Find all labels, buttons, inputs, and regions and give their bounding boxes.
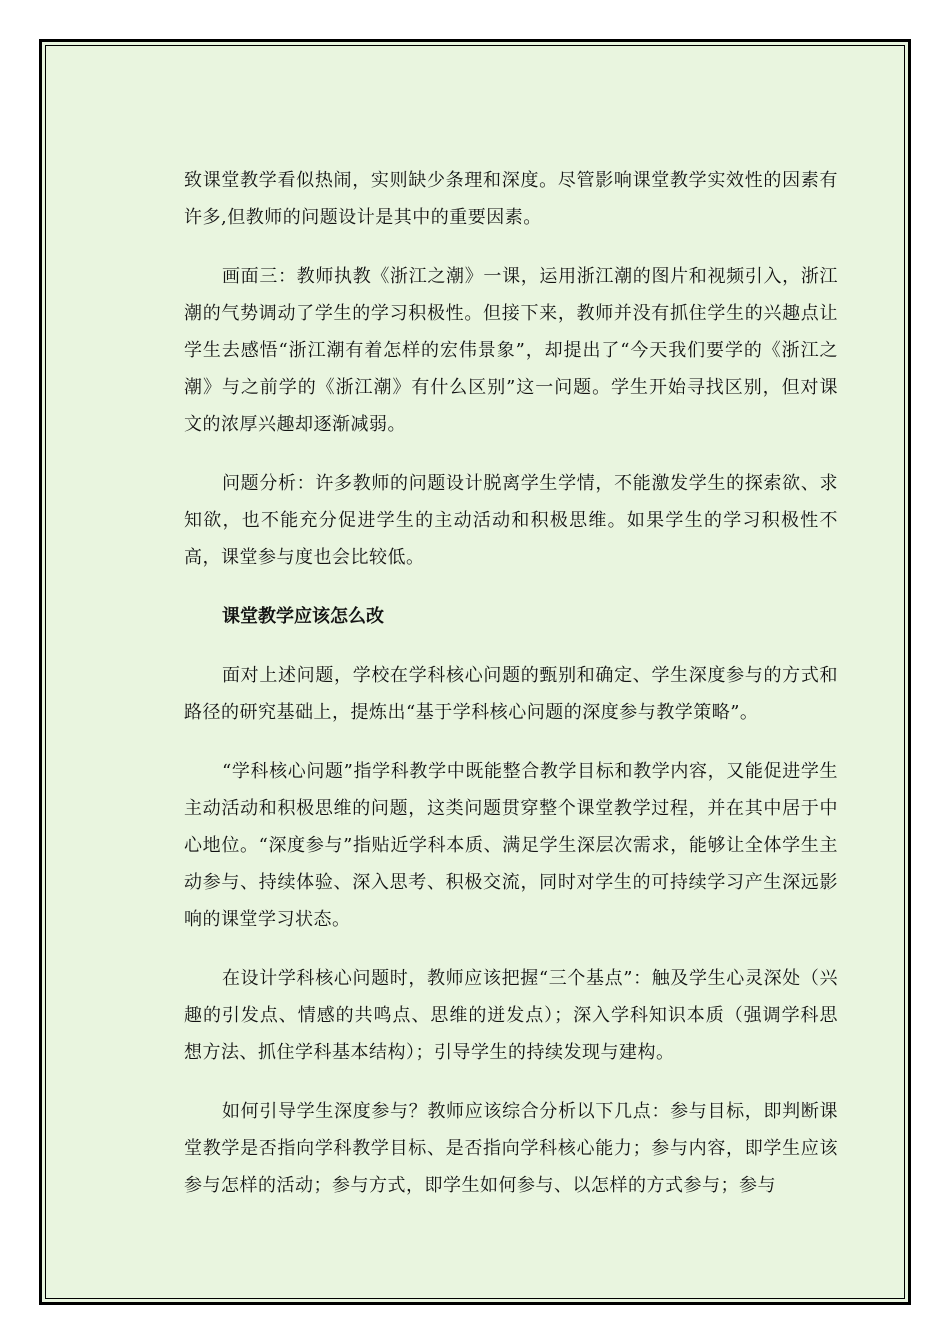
document-page <box>39 39 911 1305</box>
paragraph-definitions: “学科核心问题”指学科教学中既能整合教学目标和教学内容，又能促进学生主动活动和积极思维的问题，这类问题贯穿整个课堂教学过程，并在其中居于中心地位。“深度参与”指贴近学科本质、满足学生深层次需求，能够让全体学生主动参与、持续体验、深入思考、积极交流，同时对学生的可持续学习产生深远影响的课堂学习状态。 <box>184 761 838 930</box>
paragraph-scene-three: 画面三：教师执教《浙江之潮》一课，运用浙江潮的图片和视频引入，浙江潮的气势调动了学生的学习积极性。但接下来，教师并没有抓住学生的兴趣点让学生去感悟“浙江潮有着怎样的宏伟景象”，却提出了“今天我们要学的《浙江之潮》与之前学的《浙江潮》有什么区别”这一问题。学生开始寻找区别，但对课文的浓厚兴趣却逐渐减弱。 <box>184 266 838 435</box>
paragraph-deep-participation: 如何引导学生深度参与？教师应该综合分析以下几点：参与目标，即判断课堂教学是否指向学科教学目标、是否指向学科核心能力；参与内容，即学生应该参与怎样的活动；参与方式，即学生如何参与、以怎样的方式参与；参与 <box>184 1101 838 1196</box>
article-body <box>184 162 838 1226</box>
paragraph-strategy: 面对上述问题，学校在学科核心问题的甄别和确定、学生深度参与的方式和路径的研究基础上，提炼出“基于学科核心问题的深度参与教学策略”。 <box>184 665 838 723</box>
paragraph-problem-analysis: 问题分析：许多教师的问题设计脱离学生学情，不能激发学生的探索欲、求知欲，也不能充分促进学生的主动活动和积极思维。如果学生的学习积极性不高，课堂参与度也会比较低。 <box>184 473 838 568</box>
paragraph-three-bases: 在设计学科核心问题时，教师应该把握“三个基点”：触及学生心灵深处（兴趣的引发点、情感的共鸣点、思维的迸发点）；深入学科知识本质（强调学科思想方法、抓住学科基本结构）；引导学生的持续发现与建构。 <box>184 968 838 1063</box>
paragraph-continuation: 致课堂教学看似热闹，实则缺少条理和深度。尽管影响课堂教学实效性的因素有许多,但教师的问题设计是其中的重要因素。 <box>184 170 838 228</box>
section-heading: 课堂教学应该怎么改 <box>222 606 384 627</box>
